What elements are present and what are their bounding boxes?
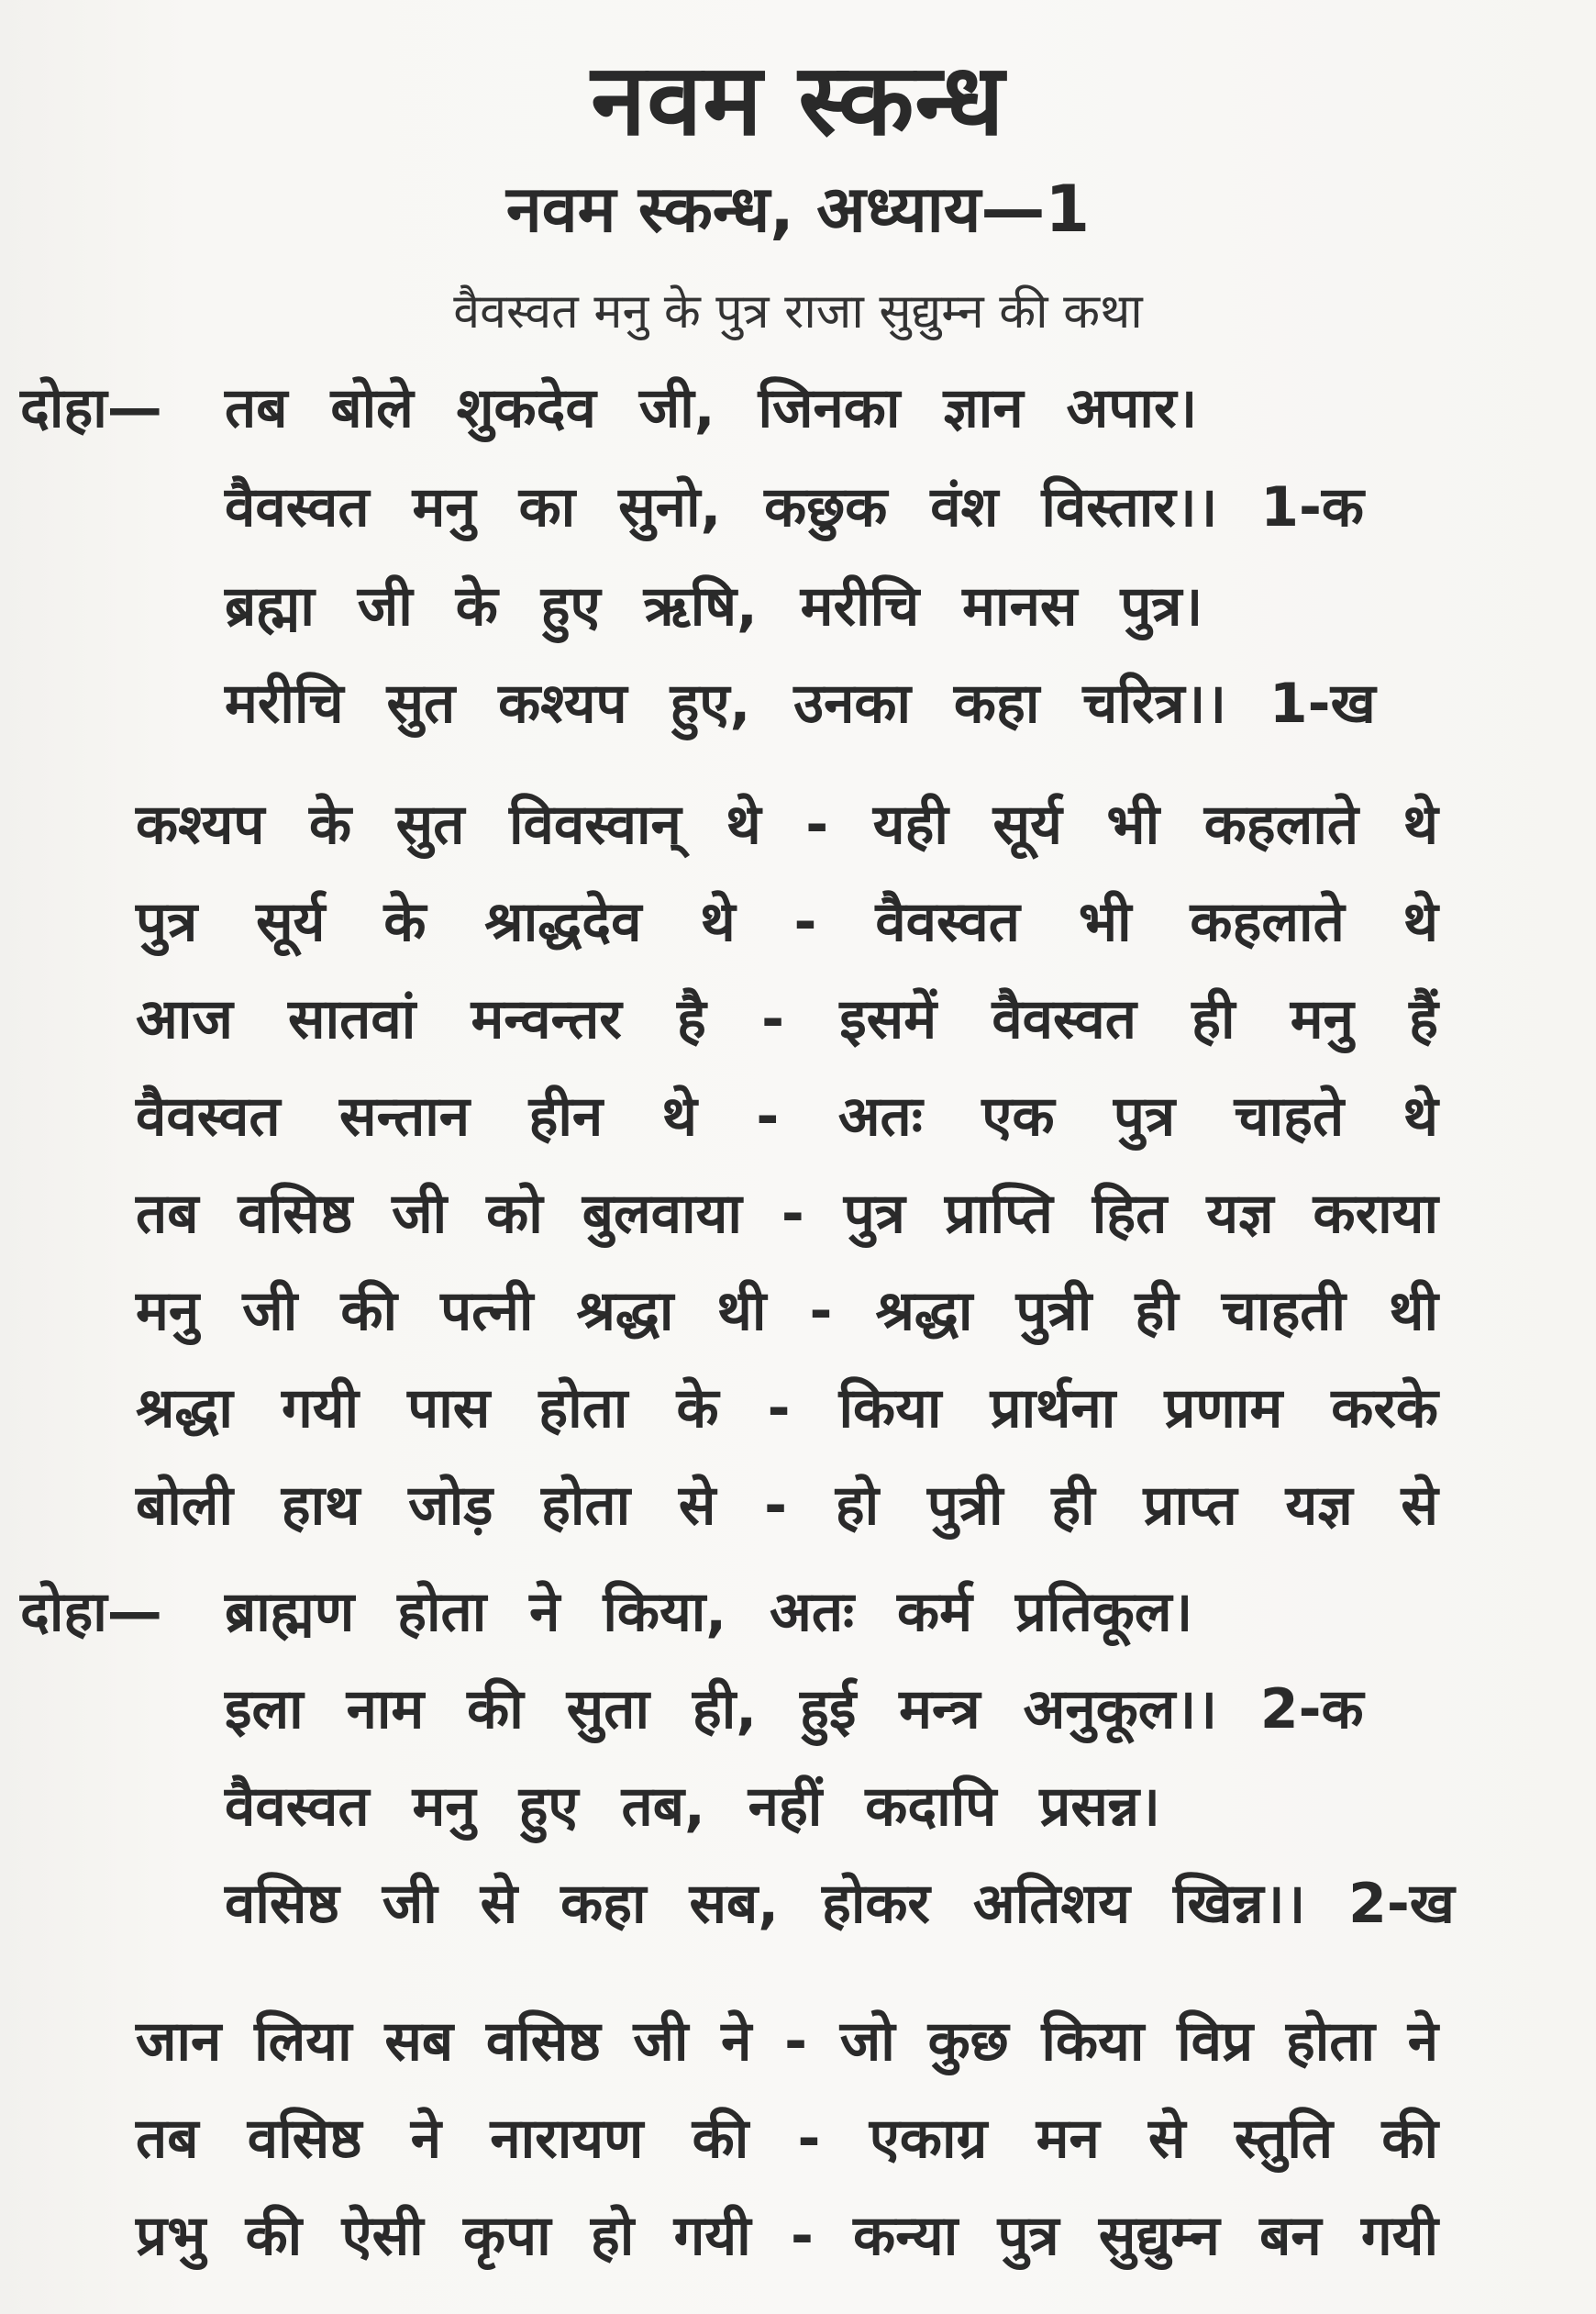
chaupai-line: तब वसिष्ठ ने नारायण की - एकाग्र मन से स्तुति की <box>136 2107 1438 2171</box>
doha-line: वैवस्वत मनु का सुनो, कछुक वंश विस्तार।। 1-क <box>225 475 1364 540</box>
chaupai-line: जान लिया सब वसिष्ठ जी ने - जो कुछ किया विप्र होता ने <box>136 2009 1438 2074</box>
doha-line: इला नाम की सुता ही, हुई मन्त्र अनुकूल।। 2-क <box>225 1677 1364 1741</box>
chaupai-line: तब वसिष्ठ जी को बुलवाया - पुत्र प्राप्ति हित यज्ञ कराया <box>136 1182 1438 1246</box>
doha-label: दोहा— <box>20 1580 162 1644</box>
chaupai-line: आज सातवां मन्वन्तर है - इसमें वैवस्वत ही मनु हैं <box>136 987 1438 1051</box>
doha-line: ब्राह्मण होता ने किया, अतः कर्म प्रतिकूल। <box>225 1580 1193 1644</box>
chaupai-line: प्रभु की ऐसी कृपा हो गयी - कन्या पुत्र सुद्युम्न बन गयी <box>136 2204 1438 2268</box>
doha-line: वसिष्ठ जी से कहा सब, होकर अतिशय खिन्न।। 2-ख <box>225 1872 1455 1936</box>
page-title: नवम स्कन्ध <box>591 43 1005 158</box>
doha-line: ब्रह्मा जी के हुए ऋषि, मरीचि मानस पुत्र। <box>225 574 1203 639</box>
doha-line: मरीचि सुत कश्यप हुए, उनका कहा चरित्र।। 1-ख <box>225 672 1376 736</box>
chaupai-line: श्रद्धा गयी पास होता के - किया प्रार्थना प्रणाम करके <box>136 1376 1438 1441</box>
chaupai-line: वैवस्वत सन्तान हीन थे - अतः एक पुत्र चाहते थे <box>136 1085 1438 1149</box>
chapter-heading: वैवस्वत मनु के पुत्र राजा सुद्युम्न की कथा <box>453 284 1143 339</box>
page-subtitle: नवम स्कन्ध, अध्याय—1 <box>505 172 1091 247</box>
doha-line: तब बोले शुकदेव जी, जिनका ज्ञान अपार। <box>225 376 1198 440</box>
chaupai-line: कश्यप के सुत विवस्वान् थे - यही सूर्य भी कहलाते थे <box>136 793 1438 857</box>
doha-line: वैवस्वत मनु हुए तब, नहीं कदापि प्रसन्न। <box>225 1774 1160 1839</box>
chaupai-line: पुत्र सूर्य के श्राद्धदेव थे - वैवस्वत भी कहलाते थे <box>136 890 1438 954</box>
chaupai-line: बोली हाथ जोड़ होता से - हो पुत्री ही प्राप्त यज्ञ से <box>136 1474 1438 1538</box>
chaupai-line: मनु जी की पत्नी श्रद्धा थी - श्रद्धा पुत्री ही चाहती थी <box>136 1279 1438 1343</box>
doha-label: दोहा— <box>20 376 162 440</box>
